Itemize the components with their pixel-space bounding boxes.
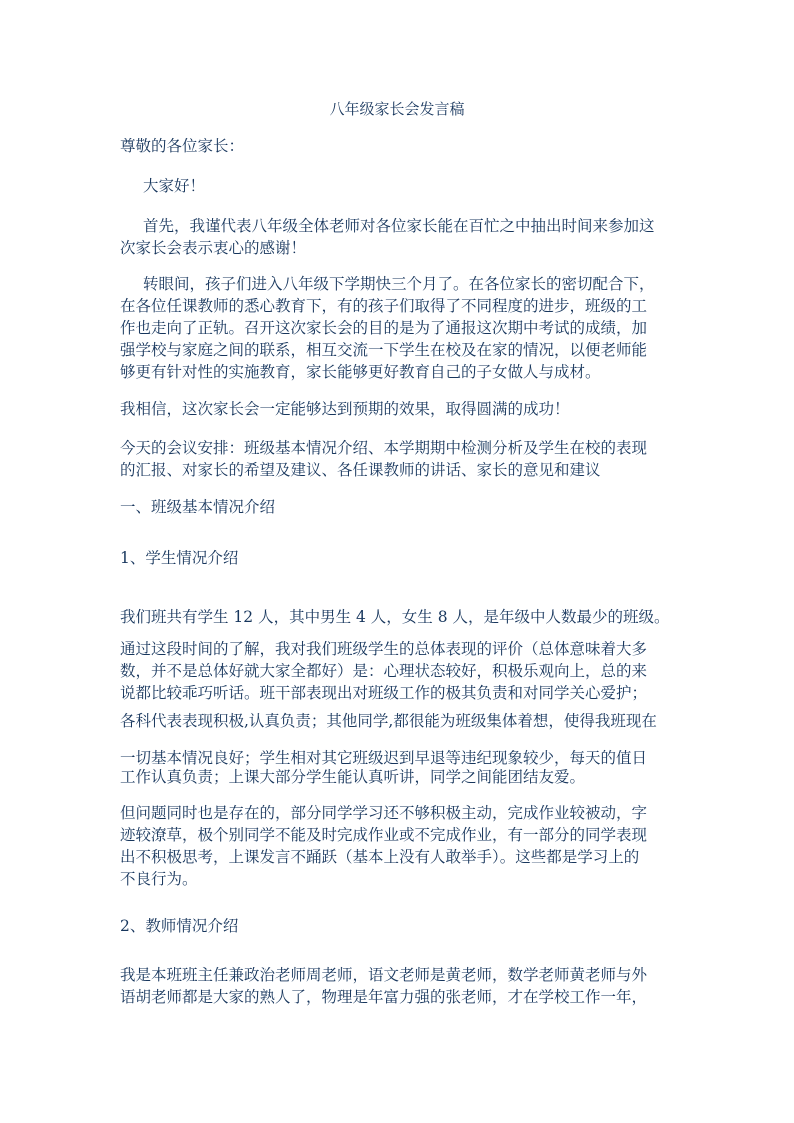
evaluation-paragraph: [120, 638, 680, 704]
teachers-line: 我是本班班主任兼政治老师周老师，语文老师是黄老师，数学老师黄老师与外: [120, 966, 648, 984]
evaluation-line: 说都比较乖巧听话。班干部表现出对班级工作的极其负责和对同学关心爱护；: [120, 684, 648, 702]
intro-line: 次家长会表示衷心的感谢！: [120, 239, 307, 257]
evaluation-line: 数，并不是总体好就大家全都好）是：心理状态较好，积极乐观向上，总的来: [120, 662, 648, 680]
purpose-line: 够更有针对性的实施教育，家长能够更好教育自己的子女做人与成材。: [120, 363, 601, 381]
intro-paragraph: [120, 215, 680, 259]
problems-line: 不良行为。: [120, 870, 198, 888]
evaluation-end-line: 工作认真负责；上课大部分学生能认真听讲，同学之间能团结友爱。: [120, 768, 586, 786]
evaluation-line: 各科代表表现积极,认真负责；其他同学,都很能为班级集体着想，使得我班现在: [120, 712, 657, 730]
problems-paragraph: [120, 802, 680, 890]
teachers-paragraph: [120, 964, 680, 1008]
subheading-students: 1、学生情况介绍: [120, 549, 239, 567]
evaluation-line: 一切基本情况良好；学生相对其它班级迟到早退等违纪现象较少，每天的值日: [120, 749, 648, 767]
purpose-line: 转眼间，孩子们进入八年级下学期快三个月了。在各位家长的密切配合下，: [143, 275, 655, 293]
purpose-line: 强学校与家庭之间的联系，相互交流一下学生在校及在家的情况，以便老师能: [120, 341, 648, 359]
problems-line: 但问题同时也是存在的，部分同学学习还不够积极主动，完成作业较被动，字: [120, 804, 648, 822]
greeting: 大家好！: [143, 177, 206, 195]
agenda-paragraph: [120, 437, 680, 481]
evaluation-line: 通过这段时间的了解，我对我们班级学生的总体表现的评价（总体意味着大多: [120, 640, 648, 658]
document-title: 八年级家长会发言稿: [329, 100, 465, 118]
subheading-teachers: 2、教师情况介绍: [120, 917, 239, 935]
agenda-line: 今天的会议安排：班级基本情况介绍、本学期期中检测分析及学生在校的表现: [120, 439, 648, 457]
students-count-paragraph: 我们班共有学生 12 人，其中男生 4 人，女生 8 人，是年级中人数最少的班级。: [120, 608, 670, 626]
section-heading-class-overview: 一、班级基本情况介绍: [120, 498, 276, 516]
teachers-line: 语胡老师都是大家的熟人了，物理是年富力强的张老师，才在学校工作一年，: [120, 988, 648, 1006]
problems-line: 出不积极思考，上课发言不踊跃（基本上没有人敢举手）。这些都是学习上的: [120, 848, 640, 866]
salutation: 尊敬的各位家长：: [120, 137, 245, 155]
problems-line: 迹较潦草，极个别同学不能及时完成作业或不完成作业，有一部分的同学表现: [120, 826, 648, 844]
intro-line: 首先，我谨代表八年级全体老师对各位家长能在百忙之中抽出时间来参加这: [143, 217, 655, 235]
agenda-line: 的汇报、对家长的希望及建议、各任课教师的讲话、家长的意见和建议: [120, 461, 601, 479]
purpose-line: 在各位任课教师的悉心教育下，有的孩子们取得了不同程度的进步，班级的工: [120, 297, 648, 315]
purpose-paragraph: [120, 273, 680, 383]
purpose-line: 作也走向了正轨。召开这次家长会的目的是为了通报这次期中考试的成绩，加: [120, 319, 648, 337]
belief-paragraph: 我相信，这次家长会一定能够达到预期的效果，取得圆满的成功！: [120, 400, 570, 418]
